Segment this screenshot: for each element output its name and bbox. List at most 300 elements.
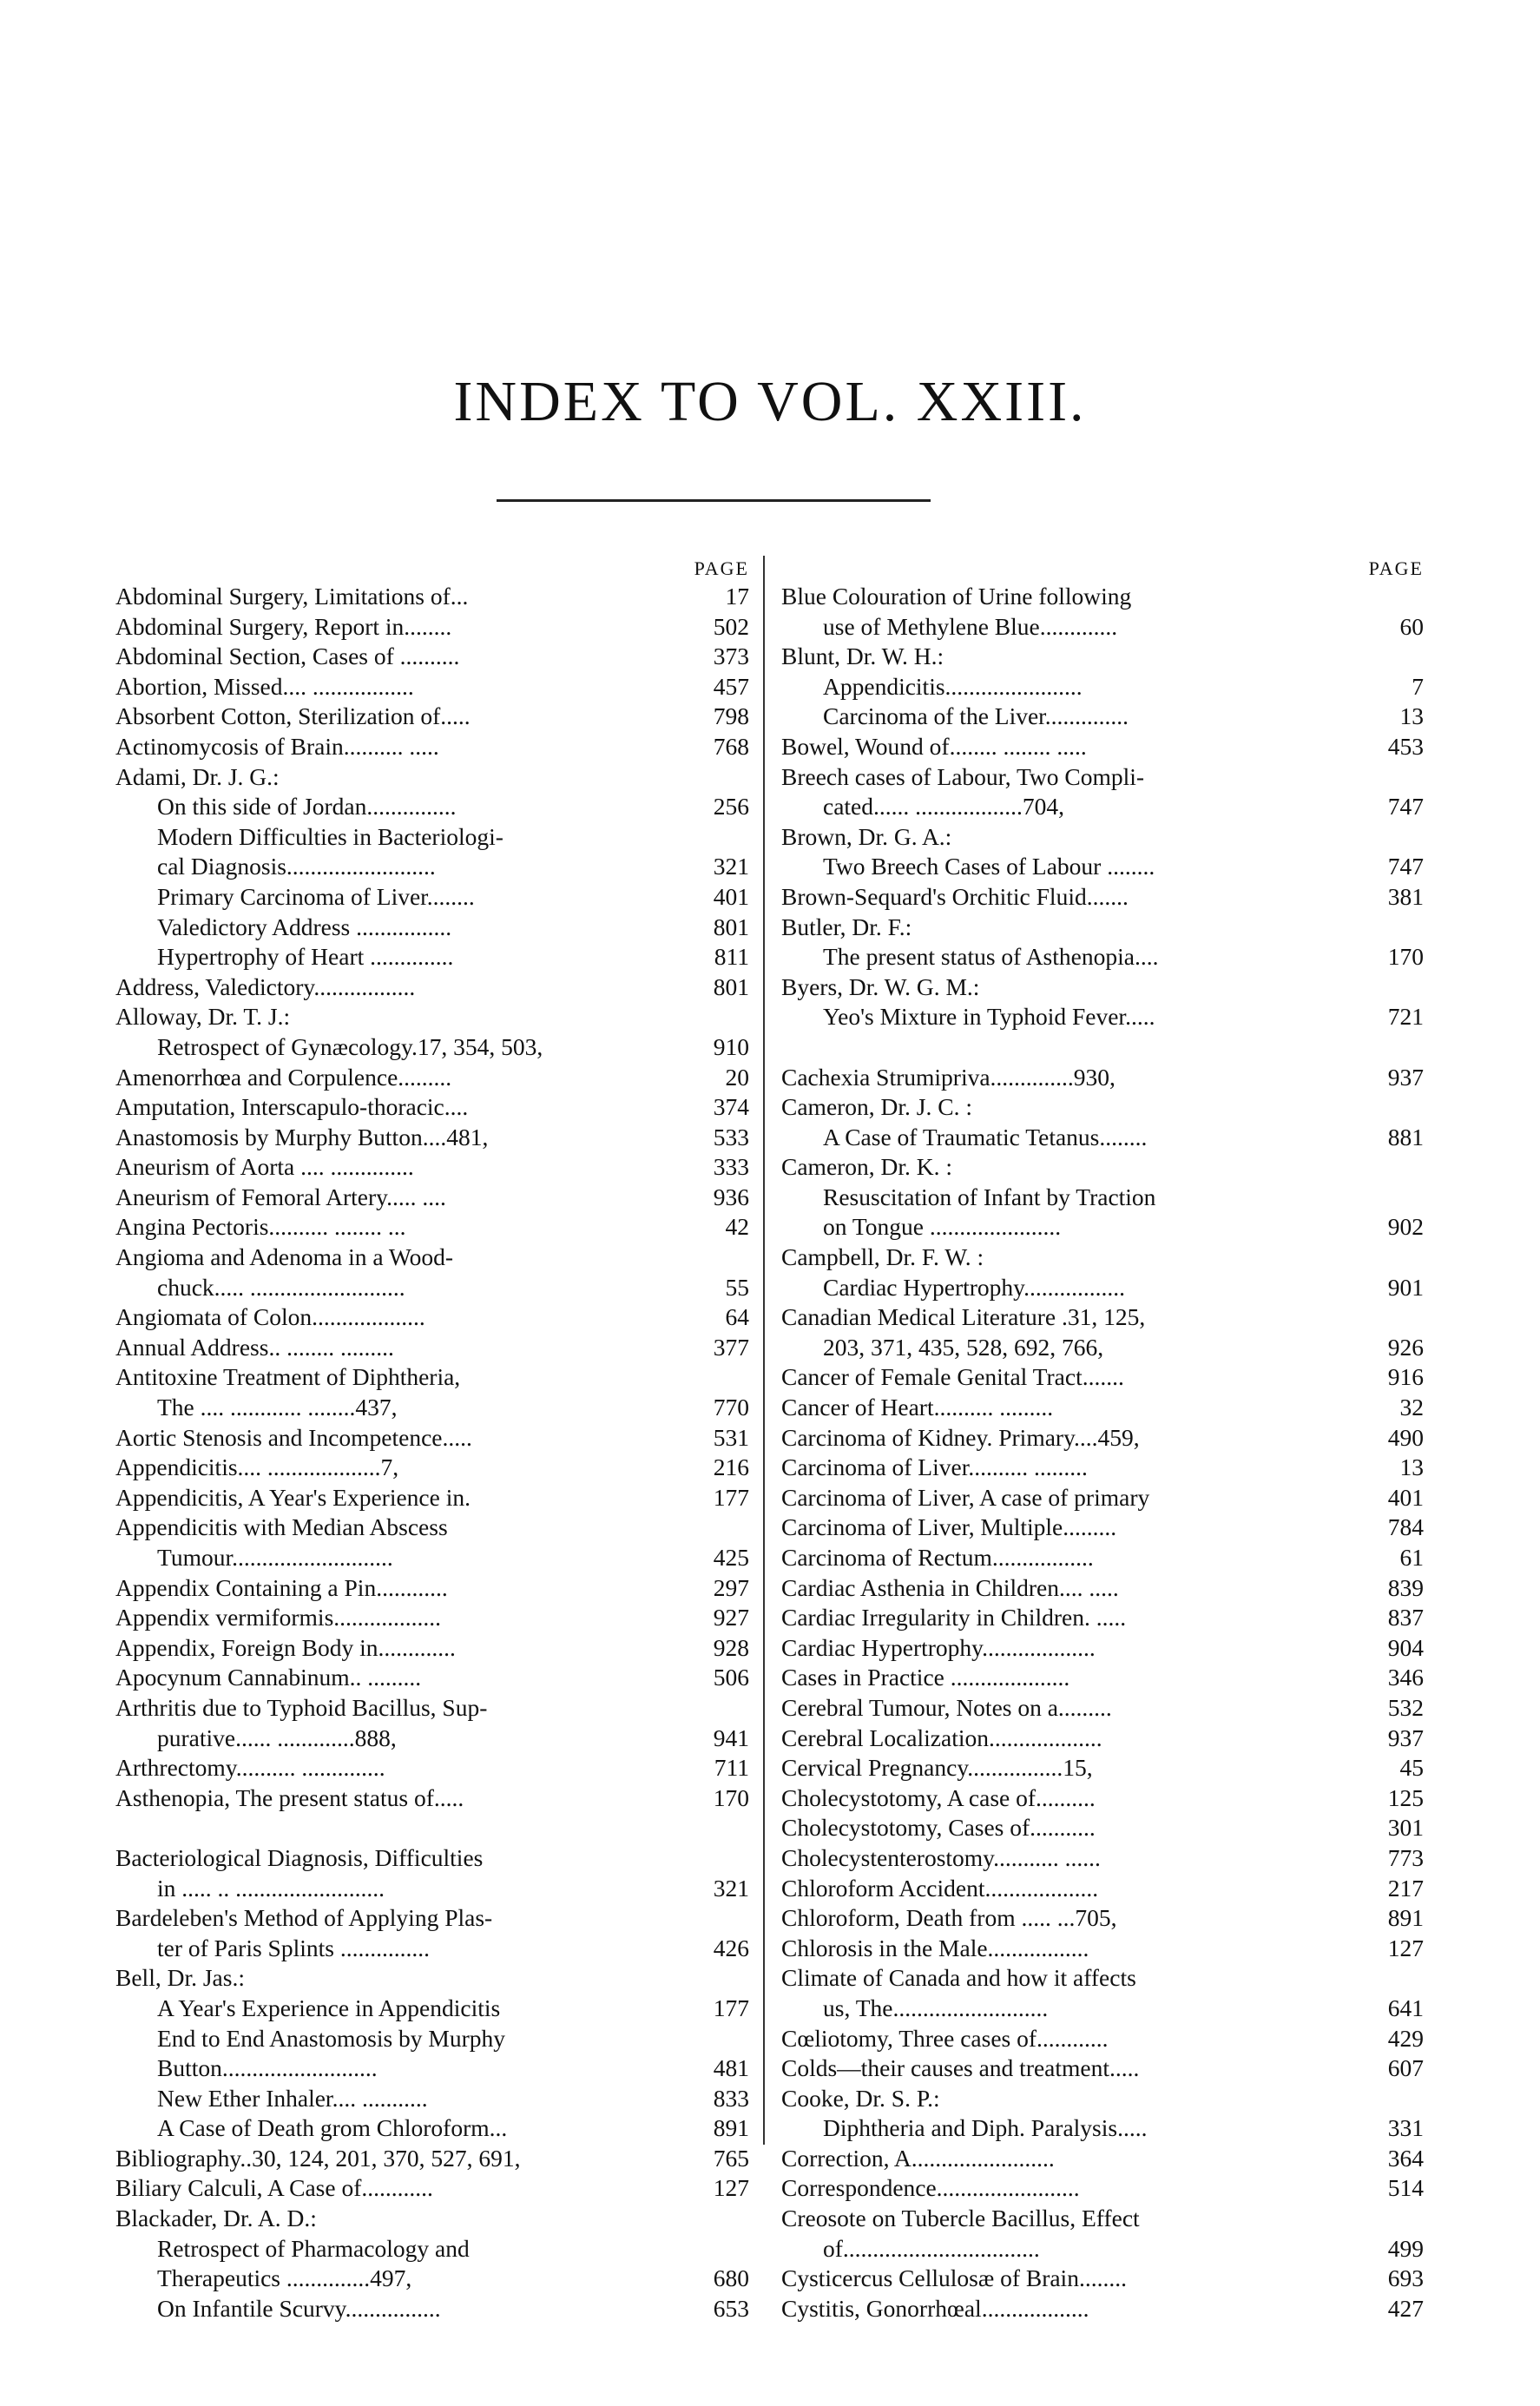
entry-text: Angina Pectoris.......... ........ ... bbox=[115, 1213, 406, 1241]
entry-page-number: 401 bbox=[1385, 1483, 1424, 1513]
entry-text: Therapeutics ..............497, bbox=[157, 2264, 412, 2292]
index-entry bbox=[781, 1603, 1424, 1633]
index-entry bbox=[115, 2053, 749, 2084]
entry-text: Colds—their causes and treatment..... bbox=[781, 2054, 1140, 2082]
entry-text: Retrospect of Gynæcology.17, 354, 503, bbox=[157, 1032, 543, 1060]
entry-text: Cysticercus Cellulosæ of Brain........ bbox=[781, 2264, 1127, 2292]
index-entry bbox=[115, 2173, 749, 2204]
entry-page-number: 798 bbox=[710, 702, 749, 732]
entry-text: cal Diagnosis......................... bbox=[157, 853, 436, 880]
entry-page-number: 13 bbox=[1397, 702, 1425, 732]
entry-text: Brown, Dr. G. A.: bbox=[781, 822, 952, 850]
index-entry bbox=[115, 1633, 749, 1664]
entry-page-number: 55 bbox=[722, 1273, 750, 1303]
entry-text: Bibliography..30, 124, 201, 370, 527, 691, bbox=[115, 2144, 521, 2172]
index-entry bbox=[781, 1302, 1424, 1333]
entry-text: Cholecystotomy, Cases of........... bbox=[781, 1814, 1096, 1842]
page-column-header: PAGE bbox=[694, 557, 749, 579]
entry-text: Hypertrophy of Heart .............. bbox=[157, 943, 454, 971]
index-entry bbox=[115, 1032, 749, 1063]
index-entry bbox=[115, 882, 749, 913]
entry-text: On Infantile Scurvy................ bbox=[157, 2294, 441, 2322]
entry-text: Angiomata of Colon................... bbox=[115, 1303, 425, 1331]
entry-text: Absorbent Cotton, Sterilization of..... bbox=[115, 702, 471, 730]
entry-text: Correction, A........................ bbox=[781, 2144, 1055, 2172]
entry-page-number: 401 bbox=[710, 882, 749, 913]
index-entry bbox=[781, 1693, 1424, 1724]
entry-text: Amputation, Interscapulo-thoracic.... bbox=[115, 1093, 469, 1121]
index-entry bbox=[115, 1243, 749, 1273]
index-entry bbox=[115, 2084, 749, 2114]
entry-text: Arthritis due to Typhoid Bacillus, Sup- bbox=[115, 1693, 488, 1721]
index-entry bbox=[781, 1874, 1424, 1904]
entry-page-number: 721 bbox=[1385, 1002, 1424, 1032]
index-entry bbox=[781, 762, 1424, 793]
index-entry bbox=[781, 1362, 1424, 1393]
index-entry bbox=[781, 1002, 1424, 1032]
entry-page-number: 7 bbox=[1408, 672, 1424, 702]
index-entry bbox=[781, 2144, 1424, 2174]
entry-page-number: 217 bbox=[1385, 1874, 1424, 1904]
index-entry bbox=[781, 942, 1424, 972]
index-entry bbox=[781, 1934, 1424, 1964]
entry-text: Cœliotomy, Three cases of............ bbox=[781, 2024, 1109, 2052]
index-entry bbox=[115, 1513, 749, 1543]
entry-text: The .... ............ ........437, bbox=[157, 1394, 398, 1421]
entry-text: Actinomycosis of Brain.......... ..... bbox=[115, 732, 439, 760]
index-entry bbox=[115, 642, 749, 672]
entry-page-number: 901 bbox=[1385, 1273, 1424, 1303]
entry-text: Carcinoma of Liver, Multiple......... bbox=[781, 1513, 1117, 1541]
index-entry bbox=[115, 1423, 749, 1453]
index-entry bbox=[781, 612, 1424, 643]
entry-page-number: 216 bbox=[710, 1453, 749, 1483]
entry-text: us, The.......................... bbox=[823, 1994, 1049, 2021]
entry-page-number: 936 bbox=[710, 1183, 749, 1213]
index-entry bbox=[781, 822, 1424, 853]
entry-text: Aneurism of Aorta .... .............. bbox=[115, 1153, 414, 1181]
entry-text: The present status of Asthenopia.... bbox=[823, 943, 1159, 971]
entry-page-number: 13 bbox=[1397, 1453, 1425, 1483]
entry-text: Creosote on Tubercle Bacillus, Effect bbox=[781, 2205, 1140, 2232]
index-entry bbox=[781, 1963, 1424, 1994]
index-entry bbox=[781, 1453, 1424, 1483]
index-entry bbox=[115, 1002, 749, 1032]
index-entry bbox=[115, 762, 749, 793]
entry-page-number: 839 bbox=[1385, 1573, 1424, 1604]
index-entry bbox=[781, 1753, 1424, 1783]
entry-page-number: 301 bbox=[1385, 1813, 1424, 1843]
entry-text: Appendicitis.... ...................7, bbox=[115, 1453, 399, 1481]
entry-page-number: 64 bbox=[722, 1302, 750, 1333]
entry-text: Cholecystenterostomy........... ...... bbox=[781, 1843, 1101, 1871]
index-entry bbox=[115, 1603, 749, 1633]
index-entry bbox=[781, 2173, 1424, 2204]
entry-text: in ..... .. ......................... bbox=[157, 1874, 385, 1902]
entry-page-number: 927 bbox=[710, 1603, 749, 1633]
entry-page-number: 801 bbox=[710, 972, 749, 1003]
index-entry bbox=[115, 1302, 749, 1333]
entry-text: Address, Valedictory................. bbox=[115, 972, 416, 1000]
index-entry bbox=[115, 1783, 749, 1814]
entry-page-number: 680 bbox=[710, 2264, 749, 2294]
entry-text: Cerebral Localization................... bbox=[781, 1724, 1102, 1751]
entry-text: Aneurism of Femoral Artery..... .... bbox=[115, 1183, 446, 1210]
index-entry bbox=[781, 882, 1424, 913]
index-entry bbox=[781, 1513, 1424, 1543]
entry-text: 203, 371, 435, 528, 692, 766, bbox=[823, 1333, 1104, 1361]
index-entry bbox=[115, 732, 749, 762]
entry-page-number: 607 bbox=[1385, 2053, 1424, 2084]
entry-page-number: 811 bbox=[711, 942, 749, 972]
entry-text: Abdominal Surgery, Report in........ bbox=[115, 612, 452, 640]
index-entry bbox=[115, 1874, 749, 1904]
index-entry bbox=[115, 702, 749, 732]
index-entry bbox=[115, 1663, 749, 1693]
entry-page-number: 61 bbox=[1397, 1543, 1425, 1573]
entry-text: A Case of Death grom Chloroform... bbox=[157, 2114, 508, 2142]
index-entry bbox=[115, 1212, 749, 1243]
entry-text: Valedictory Address ................ bbox=[157, 913, 452, 940]
entry-text: Cervical Pregnancy................15, bbox=[781, 1754, 1093, 1782]
entry-page-number: 926 bbox=[1385, 1333, 1424, 1363]
entry-text: Biliary Calculi, A Case of............ bbox=[115, 2174, 433, 2202]
entry-page-number: 928 bbox=[710, 1633, 749, 1664]
entry-page-number: 297 bbox=[710, 1573, 749, 1604]
index-entry bbox=[115, 1543, 749, 1573]
index-entry bbox=[115, 852, 749, 882]
entry-text: Antitoxine Treatment of Diphtheria, bbox=[115, 1363, 461, 1391]
entry-page-number: 170 bbox=[710, 1783, 749, 1814]
entry-page-number: 490 bbox=[1385, 1423, 1424, 1453]
entry-text: of................................. bbox=[823, 2234, 1040, 2262]
entry-page-number: 765 bbox=[710, 2144, 749, 2174]
index-entry bbox=[115, 1152, 749, 1183]
entry-text: Diphtheria and Diph. Paralysis..... bbox=[823, 2114, 1148, 2142]
index-entry bbox=[115, 1724, 749, 1754]
entry-page-number: 711 bbox=[711, 1753, 749, 1783]
index-entry bbox=[115, 1393, 749, 1423]
entry-text: Amenorrhœa and Corpulence......... bbox=[115, 1063, 452, 1091]
index-entry bbox=[115, 972, 749, 1003]
index-entry bbox=[115, 2294, 749, 2324]
entry-text: Adami, Dr. J. G.: bbox=[115, 762, 280, 790]
entry-text: Byers, Dr. W. G. M.: bbox=[781, 972, 980, 1000]
entry-page-number: 42 bbox=[722, 1212, 750, 1243]
index-entry bbox=[115, 1483, 749, 1513]
entry-page-number: 346 bbox=[1385, 1663, 1424, 1693]
index-entry bbox=[115, 1362, 749, 1393]
entry-text: Chlorosis in the Male................. bbox=[781, 1934, 1089, 1961]
entry-text: Chloroform, Death from ..... ...705, bbox=[781, 1904, 1117, 1932]
index-entry bbox=[781, 972, 1424, 1003]
entry-text: Abdominal Section, Cases of .......... bbox=[115, 643, 460, 670]
entry-text: Correspondence........................ bbox=[781, 2174, 1080, 2202]
index-entry bbox=[781, 1273, 1424, 1303]
entry-page-number: 904 bbox=[1385, 1633, 1424, 1664]
entry-text: Appendicitis with Median Abscess bbox=[115, 1513, 448, 1541]
entry-text: Tumour........................... bbox=[157, 1544, 393, 1571]
entry-text: Carcinoma of Rectum................. bbox=[781, 1544, 1094, 1571]
entry-page-number: 429 bbox=[1385, 2024, 1424, 2054]
index-entry bbox=[115, 672, 749, 702]
entry-text: Asthenopia, The present status of..... bbox=[115, 1783, 464, 1811]
index-entry bbox=[781, 1423, 1424, 1453]
entry-text: On this side of Jordan............... bbox=[157, 793, 457, 821]
index-entry bbox=[115, 1753, 749, 1783]
index-entry bbox=[115, 1573, 749, 1604]
index-entry bbox=[115, 1963, 749, 1994]
index-entry bbox=[115, 2204, 749, 2234]
entry-page-number: 333 bbox=[710, 1152, 749, 1183]
index-entry bbox=[115, 1063, 749, 1093]
index-entry bbox=[115, 582, 749, 612]
entry-text: Cholecystotomy, A case of.......... bbox=[781, 1783, 1096, 1811]
index-entry bbox=[781, 2294, 1424, 2324]
entry-text: Bell, Dr. Jas.: bbox=[115, 1964, 245, 1992]
index-entries-left bbox=[115, 582, 749, 2324]
entry-text: Blunt, Dr. W. H.: bbox=[781, 643, 944, 670]
entry-text: Carcinoma of Kidney. Primary....459, bbox=[781, 1423, 1140, 1451]
entry-text: Abdominal Surgery, Limitations of... bbox=[115, 583, 469, 610]
entry-text: Arthrectomy.......... .............. bbox=[115, 1754, 385, 1782]
entry-page-number: 902 bbox=[1385, 1212, 1424, 1243]
entry-page-number: 941 bbox=[710, 1724, 749, 1754]
entry-text: Retrospect of Pharmacology and bbox=[157, 2234, 470, 2262]
entry-text: Cardiac Hypertrophy................. bbox=[823, 1273, 1125, 1301]
entry-page-number: 891 bbox=[710, 2113, 749, 2144]
entry-text: Annual Address.. ........ ......... bbox=[115, 1333, 394, 1361]
index-entry bbox=[115, 2024, 749, 2054]
index-entries-right bbox=[781, 582, 1424, 2324]
entry-text: Aortic Stenosis and Incompetence..... bbox=[115, 1423, 472, 1451]
index-entry bbox=[115, 1183, 749, 1213]
entry-text: Bacteriological Diagnosis, Difficulties bbox=[115, 1843, 484, 1871]
entry-page-number: 321 bbox=[710, 1874, 749, 1904]
index-entry bbox=[781, 913, 1424, 943]
section-gap bbox=[781, 1032, 1424, 1063]
entry-text: A Case of Traumatic Tetanus........ bbox=[823, 1123, 1148, 1150]
entry-page-number: 747 bbox=[1385, 792, 1424, 822]
entry-text: End to End Anastomosis by Murphy bbox=[157, 2024, 506, 2052]
entry-page-number: 837 bbox=[1385, 1603, 1424, 1633]
entry-page-number: 381 bbox=[1385, 882, 1424, 913]
entry-text: Bowel, Wound of........ ........ ..... bbox=[781, 732, 1087, 760]
page-title: INDEX TO VOL. XXIII. bbox=[453, 370, 1087, 433]
entry-text: Cerebral Tumour, Notes on a......... bbox=[781, 1693, 1112, 1721]
entry-text: Cooke, Dr. S. P.: bbox=[781, 2084, 940, 2112]
entry-text: Breech cases of Labour, Two Compli- bbox=[781, 762, 1145, 790]
index-entry bbox=[115, 2234, 749, 2264]
entry-text: Bardeleben's Method of Applying Plas- bbox=[115, 1904, 493, 1932]
entry-text: Apocynum Cannabinum.. ......... bbox=[115, 1664, 422, 1691]
entry-page-number: 127 bbox=[710, 2173, 749, 2204]
entry-page-number: 45 bbox=[1397, 1753, 1425, 1783]
entry-text: Appendicitis, A Year's Experience in. bbox=[115, 1483, 471, 1511]
entry-text: Blackader, Dr. A. D.: bbox=[115, 2205, 317, 2232]
index-entry bbox=[115, 2113, 749, 2144]
entry-page-number: 770 bbox=[710, 1393, 749, 1423]
index-entry bbox=[115, 612, 749, 643]
index-column-right bbox=[781, 556, 1424, 2324]
index-column-left bbox=[115, 556, 749, 2324]
entry-text: Angioma and Adenoma in a Wood- bbox=[115, 1243, 454, 1271]
entry-page-number: 881 bbox=[1385, 1123, 1424, 1153]
page-column-header: PAGE bbox=[1368, 557, 1424, 579]
entry-text: Modern Difficulties in Bacteriologi- bbox=[157, 822, 503, 850]
entry-page-number: 127 bbox=[1385, 1934, 1424, 1964]
entry-text: ter of Paris Splints ............... bbox=[157, 1934, 430, 1961]
index-entry bbox=[781, 1633, 1424, 1664]
entry-page-number: 425 bbox=[710, 1543, 749, 1573]
index-entry bbox=[781, 1183, 1424, 1213]
index-entry bbox=[781, 732, 1424, 762]
entry-text: A Year's Experience in Appendicitis bbox=[157, 1994, 501, 2021]
entry-page-number: 532 bbox=[1385, 1693, 1424, 1724]
entry-text: Cases in Practice .................... bbox=[781, 1664, 1070, 1691]
entry-page-number: 60 bbox=[1397, 612, 1425, 643]
index-entry bbox=[781, 1783, 1424, 1814]
entry-page-number: 531 bbox=[710, 1423, 749, 1453]
entry-page-number: 937 bbox=[1385, 1063, 1424, 1093]
entry-page-number: 426 bbox=[710, 1934, 749, 1964]
entry-text: Appendix vermiformis.................. bbox=[115, 1604, 442, 1631]
entry-text: Climate of Canada and how it affects bbox=[781, 1964, 1136, 1992]
index-entry bbox=[115, 942, 749, 972]
index-entry bbox=[115, 1693, 749, 1724]
index-entry bbox=[781, 1333, 1424, 1363]
entry-text: New Ether Inhaler.... ........... bbox=[157, 2084, 428, 2112]
entry-page-number: 533 bbox=[710, 1123, 749, 1153]
entry-text: Cameron, Dr. J. C. : bbox=[781, 1093, 972, 1121]
entry-text: Brown-Sequard's Orchitic Fluid....... bbox=[781, 882, 1129, 910]
entry-page-number: 747 bbox=[1385, 852, 1424, 882]
entry-text: Carcinoma of Liver, A case of primary bbox=[781, 1483, 1150, 1511]
entry-text: Butler, Dr. F.: bbox=[781, 913, 912, 940]
index-entry bbox=[781, 1543, 1424, 1573]
entry-page-number: 374 bbox=[710, 1092, 749, 1123]
index-entry bbox=[115, 1453, 749, 1483]
index-entry bbox=[115, 1934, 749, 1964]
index-entry bbox=[781, 1483, 1424, 1513]
index-entry bbox=[781, 702, 1424, 732]
entry-text: Cancer of Heart.......... ......... bbox=[781, 1394, 1054, 1421]
index-entry bbox=[781, 2024, 1424, 2054]
entry-page-number: 32 bbox=[1397, 1393, 1425, 1423]
index-entry bbox=[115, 1333, 749, 1363]
index-entry bbox=[781, 582, 1424, 612]
entry-page-number: 125 bbox=[1385, 1783, 1424, 1814]
entry-page-number: 502 bbox=[710, 612, 749, 643]
entry-text: cated...... ..................704, bbox=[823, 793, 1065, 821]
entry-page-number: 801 bbox=[710, 913, 749, 943]
entry-page-number: 457 bbox=[710, 672, 749, 702]
entry-text: Appendix, Foreign Body in............. bbox=[115, 1633, 456, 1661]
index-entry bbox=[781, 1813, 1424, 1843]
entry-text: Yeo's Mixture in Typhoid Fever..... bbox=[823, 1003, 1155, 1031]
entry-text: Two Breech Cases of Labour ........ bbox=[823, 853, 1155, 880]
index-entry bbox=[115, 1273, 749, 1303]
section-gap bbox=[115, 1813, 749, 1843]
entry-text: Cardiac Hypertrophy................... bbox=[781, 1633, 1096, 1661]
entry-page-number: 321 bbox=[710, 852, 749, 882]
entry-text: Carcinoma of Liver.......... ......... bbox=[781, 1453, 1088, 1481]
index-entry bbox=[781, 672, 1424, 702]
index-entry bbox=[115, 1092, 749, 1123]
entry-page-number: 177 bbox=[710, 1994, 749, 2024]
entry-text: Canadian Medical Literature .31, 125, bbox=[781, 1303, 1146, 1331]
entry-page-number: 773 bbox=[1385, 1843, 1424, 1874]
entry-text: on Tongue ...................... bbox=[823, 1213, 1062, 1241]
entry-text: Primary Carcinoma of Liver........ bbox=[157, 882, 475, 910]
entry-page-number: 20 bbox=[722, 1063, 750, 1093]
entry-page-number: 427 bbox=[1385, 2294, 1424, 2324]
entry-text: Alloway, Dr. T. J.: bbox=[115, 1003, 291, 1031]
index-entry bbox=[115, 1123, 749, 1153]
entry-text: Cameron, Dr. K. : bbox=[781, 1153, 953, 1181]
entry-text: Chloroform Accident................... bbox=[781, 1874, 1099, 1902]
index-entry bbox=[781, 1724, 1424, 1754]
entry-page-number: 364 bbox=[1385, 2144, 1424, 2174]
entry-text: Anastomosis by Murphy Button....481, bbox=[115, 1123, 489, 1150]
title-rule bbox=[497, 499, 931, 502]
index-entry bbox=[781, 2204, 1424, 2234]
entry-text: Resuscitation of Infant by Traction bbox=[823, 1183, 1156, 1210]
entry-text: Campbell, Dr. F. W. : bbox=[781, 1243, 984, 1271]
index-entry bbox=[781, 1123, 1424, 1153]
entry-page-number: 499 bbox=[1385, 2234, 1424, 2264]
entry-page-number: 331 bbox=[1385, 2113, 1424, 2144]
entry-page-number: 506 bbox=[710, 1663, 749, 1693]
entry-page-number: 641 bbox=[1385, 1994, 1424, 2024]
index-entry bbox=[781, 792, 1424, 822]
entry-text: chuck..... .......................... bbox=[157, 1273, 405, 1301]
entry-text: Cystitis, Gonorrhœal.................. bbox=[781, 2294, 1089, 2322]
index-entry bbox=[781, 2113, 1424, 2144]
entry-page-number: 833 bbox=[710, 2084, 749, 2114]
index-entry bbox=[781, 1843, 1424, 1874]
index-entry bbox=[781, 642, 1424, 672]
entry-text: purative...... .............888, bbox=[157, 1724, 397, 1751]
index-entry bbox=[781, 1152, 1424, 1183]
entry-page-number: 693 bbox=[1385, 2264, 1424, 2294]
index-entry bbox=[115, 1994, 749, 2024]
index-entry bbox=[781, 2053, 1424, 2084]
entry-page-number: 653 bbox=[710, 2294, 749, 2324]
entry-page-number: 910 bbox=[710, 1032, 749, 1063]
entry-text: Cardiac Irregularity in Children. ..... bbox=[781, 1604, 1127, 1631]
index-entry bbox=[781, 1663, 1424, 1693]
index-entry bbox=[781, 2264, 1424, 2294]
entry-page-number: 377 bbox=[710, 1333, 749, 1363]
entry-page-number: 170 bbox=[1385, 942, 1424, 972]
entry-page-number: 481 bbox=[710, 2053, 749, 2084]
index-entry bbox=[115, 1903, 749, 1934]
entry-page-number: 373 bbox=[710, 642, 749, 672]
index-entry bbox=[115, 2264, 749, 2294]
entry-page-number: 177 bbox=[710, 1483, 749, 1513]
index-entry bbox=[781, 1903, 1424, 1934]
index-entry bbox=[781, 2234, 1424, 2264]
entry-text: Cardiac Asthenia in Children.... ..... bbox=[781, 1573, 1119, 1601]
entry-text: Abortion, Missed.... ................. bbox=[115, 672, 414, 700]
column-divider bbox=[763, 556, 765, 2145]
entry-page-number: 916 bbox=[1385, 1362, 1424, 1393]
index-entry bbox=[781, 1243, 1424, 1273]
entry-page-number: 891 bbox=[1385, 1903, 1424, 1934]
entry-page-number: 453 bbox=[1385, 732, 1424, 762]
entry-text: use of Methylene Blue............. bbox=[823, 612, 1118, 640]
